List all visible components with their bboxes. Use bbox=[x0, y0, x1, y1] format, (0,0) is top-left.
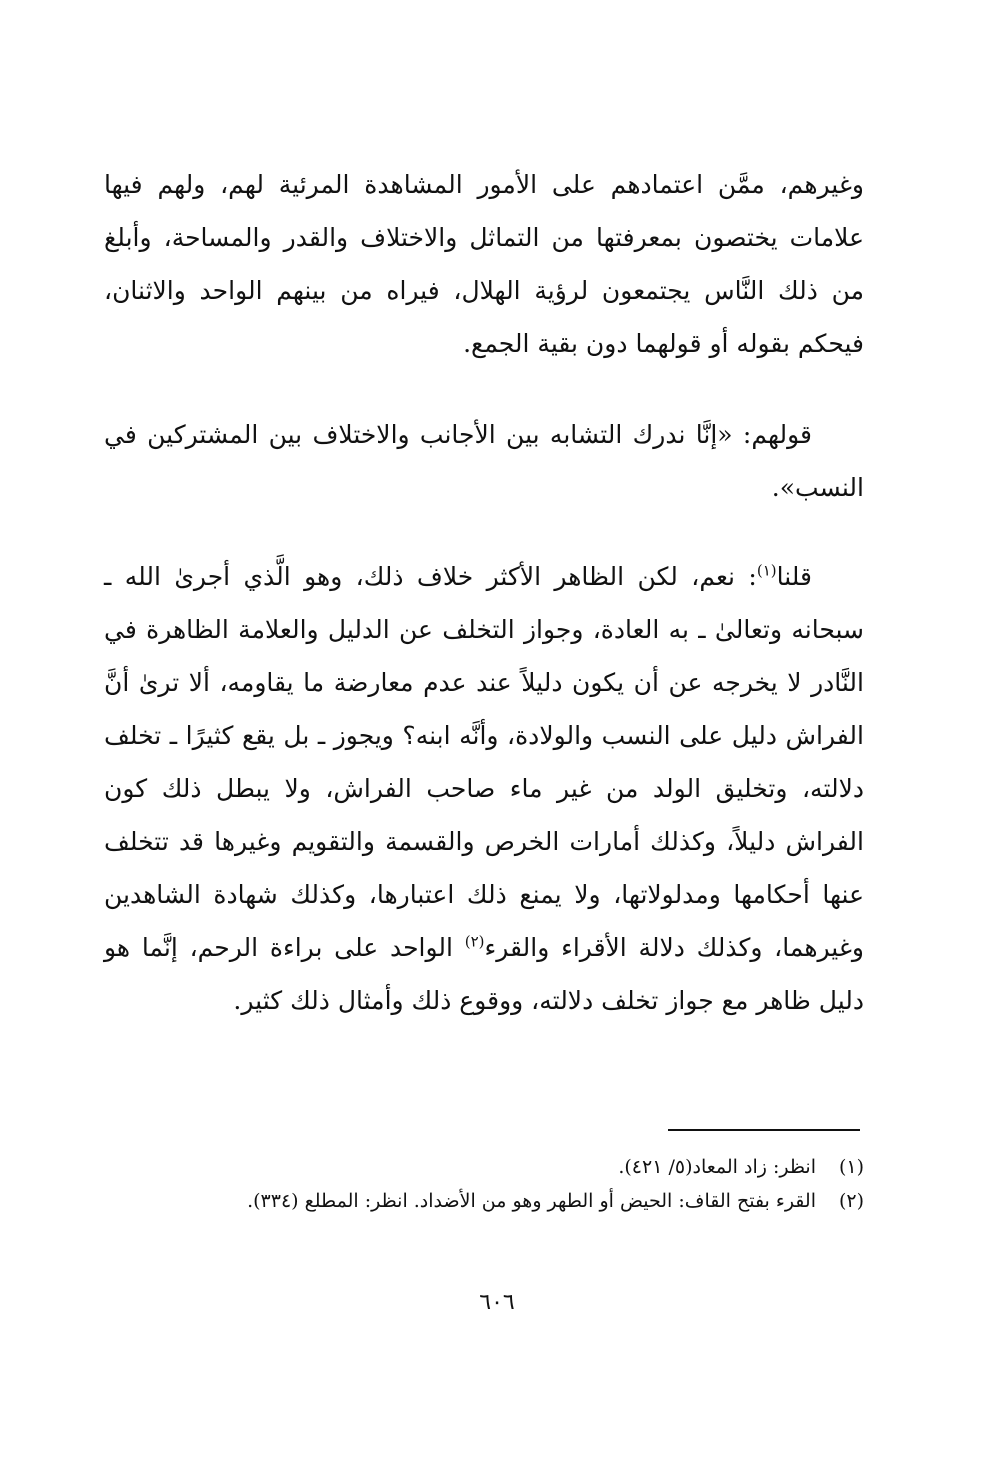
paragraph-2 bbox=[104, 408, 864, 514]
paragraph-3-text-part2: الواحد على براءة الرحم، إنَّما هو دليل ظاهر مع جواز تخلف دلالته، ووقوع ذلك وأمثال ذلك كثير. bbox=[104, 933, 864, 1015]
footnote-ref-2[interactable]: (٢) bbox=[464, 932, 485, 951]
footnote-text: انظر: زاد المعاد(٥/ ٤٢١). bbox=[618, 1156, 816, 1178]
page-number: ٦٠٦ bbox=[479, 1290, 515, 1315]
footnote-ref-1[interactable]: (١) bbox=[756, 561, 777, 580]
footnote-separator bbox=[668, 1129, 860, 1131]
footnote-number: (٢) bbox=[838, 1190, 864, 1212]
paragraph-3-lead: قلنا bbox=[776, 562, 812, 591]
footnote-2 bbox=[104, 1184, 864, 1218]
paragraph-1 bbox=[104, 158, 864, 370]
paragraph-2-text: قولهم: «إنَّا ندرك التشابه بين الأجانب والاختلاف بين المشتركين في النسب». bbox=[104, 420, 864, 502]
paragraph-1-text: وغيرهم، ممَّن اعتمادهم على الأمور المشاهدة المرئية لهم، ولهم فيها علامات يختصون بمعرفتها من التماثل والاختلاف والقدر والمساحة، وأبلغ من ذلك النَّاس يجتمعون لرؤية الهلال، فيراه من بينهم الواحد والاثنان، فيحكم بقوله أو قولهما دون بقية الجمع. bbox=[104, 170, 864, 358]
paragraph-3 bbox=[104, 550, 864, 1027]
paragraph-3-text-part1: : نعم، لكن الظاهر الأكثر خلاف ذلك، وهو الَّذي أجرىٰ الله ـ سبحانه وتعالىٰ ـ به العادة، وجواز التخلف عن الدليل والعلامة الظاهرة في النَّادر لا يخرجه عن أن يكون دليلاً عند عدم معارضة ما يقاومه، ألا ترىٰ أنَّ الفراش دليل على النسب والولادة، وأنَّه ابنه؟ ويجوز ـ بل يقع كثيرًا ـ تخلف دلالته، وتخليق الولد من غير ماء صاحب الفراش، ولا يبطل ذلك كون الفراش دليلاً، وكذلك أمارات الخرص والقسمة والتقويم وغيرها قد تتخلف عنها أحكامها ومدلولاتها، ولا يمنع ذلك اعتبارها، وكذلك شهادة الشاهدين وغيرهما، وكذلك دلالة الأقراء والقرء bbox=[104, 562, 864, 962]
footnote-number: (١) bbox=[838, 1156, 864, 1178]
footnote-text: القرء بفتح القاف: الحيض أو الطهر وهو من الأضداد. انظر: المطلع (٣٣٤). bbox=[247, 1190, 816, 1212]
footnotes bbox=[104, 1150, 864, 1218]
footnote-1 bbox=[104, 1150, 864, 1184]
